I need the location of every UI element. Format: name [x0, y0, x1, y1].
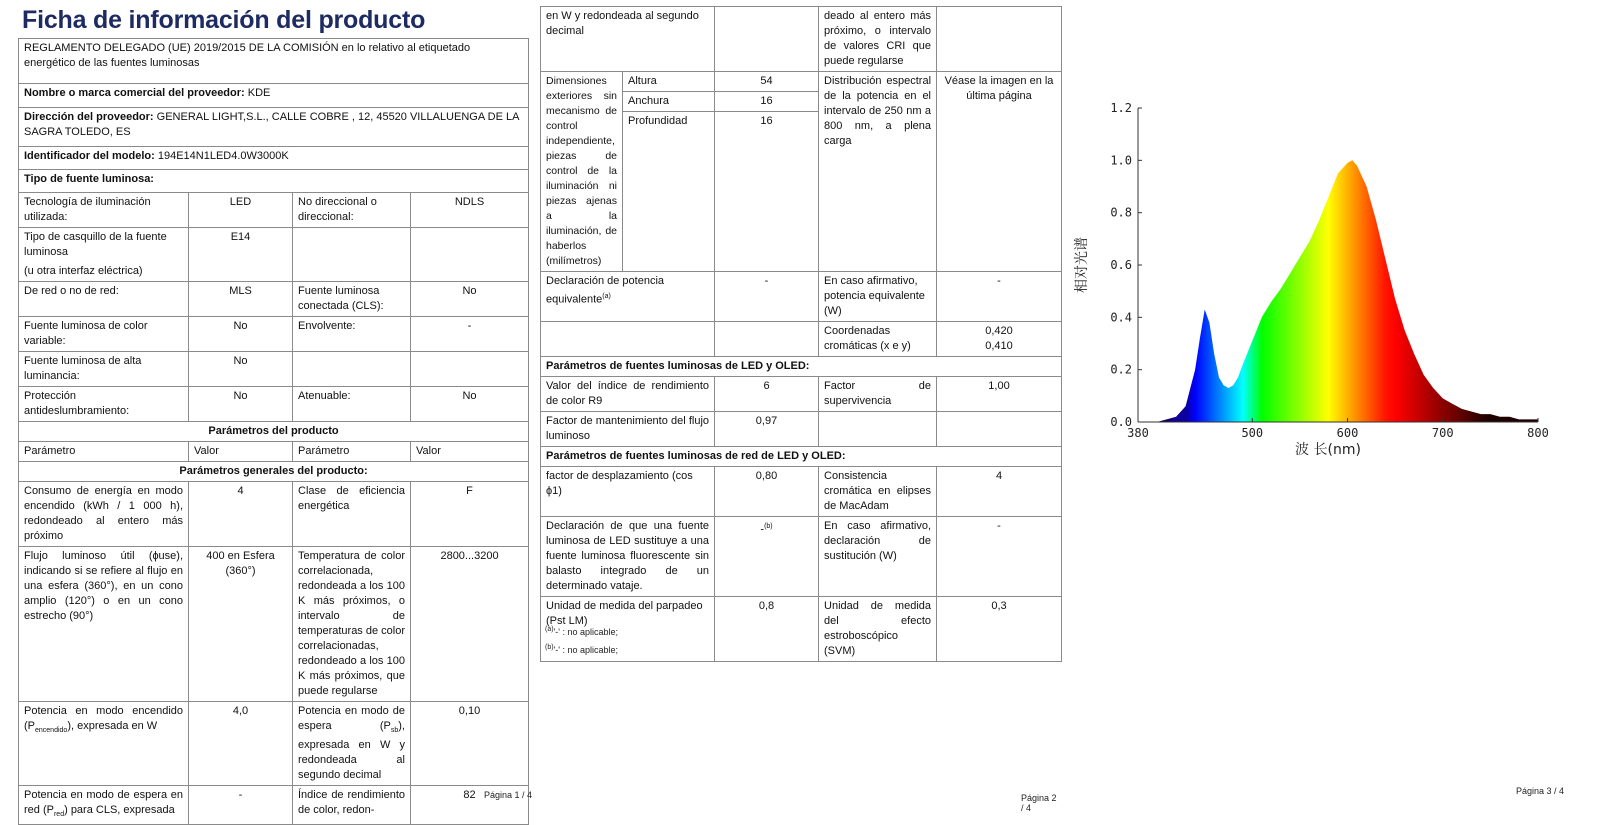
dimension-name: Anchura [623, 92, 714, 112]
y-tick-label: 0.8 [1110, 205, 1132, 220]
table-row [541, 597, 1062, 662]
supplier-name-label: Nombre o marca comercial del proveedor: [24, 87, 245, 99]
maint-label: Factor de mantenimiento del flujo luminoso [541, 412, 715, 447]
supplier-address-label: Dirección del proveedor: [24, 111, 154, 123]
equiv-value: - [715, 272, 819, 322]
dimension-name: Profundidad [628, 115, 688, 127]
product-info-table-cont [540, 6, 1062, 662]
table-row [19, 352, 529, 387]
y-tick-label: 1.0 [1110, 153, 1132, 168]
page-footer: Página 3 / 4 [1516, 786, 1565, 796]
y-tick-label: 0.4 [1110, 310, 1132, 325]
param-label: Índice de rendimiento de color, redon- [293, 786, 411, 825]
y-tick-label: 1.2 [1110, 101, 1132, 115]
table-row [19, 482, 529, 547]
macadam-label: Consistencia cromática en elipses de MacAdam [819, 467, 937, 517]
y-tick-label: 0.2 [1110, 362, 1132, 377]
equiv-label: Declaración de potencia equivalente$^{(a)}$ [541, 272, 715, 322]
fluor-value: -$^{(b)}$ [715, 517, 819, 597]
param-label: en W y redondeada al segundo decimal [541, 7, 715, 72]
param-value: No [411, 282, 529, 317]
fluor-yes-value: - [937, 517, 1062, 597]
led-heading: Parámetros de fuentes luminosas de LED y OLED: [541, 357, 1062, 377]
param-value: MLS [189, 282, 293, 317]
param-label: Atenuable: [293, 387, 411, 422]
product-info-table [18, 38, 529, 825]
table-row [19, 193, 529, 228]
param-value: E14 [189, 228, 293, 282]
dimensions-label: Dimensiones exteriores sin mecanismo de control independiente, piezas de control de la iluminación ni piezas ajenas a la iluminación, de haberlos (milímetros) [541, 72, 623, 272]
param-value: 2800...3200 [411, 547, 529, 702]
fluor-label: Declaración de que una fuente luminosa de LED sustituye a una fuente luminosa fluorescente sin balasto integrado de un determinado vataje. [541, 517, 715, 597]
table-row [19, 387, 529, 422]
param-value: No [189, 387, 293, 422]
survival-label: Factor de supervivencia [819, 377, 937, 412]
dimension-value: 16 [760, 115, 773, 127]
table-row [541, 322, 1062, 357]
fluor-yes-label: En caso afirmativo, declaración de sustitución (W) [819, 517, 937, 597]
general-params-heading: Parámetros generales del producto: [19, 462, 529, 482]
model-id: 194E14N1LED4.0W3000K [157, 150, 289, 162]
param-label [293, 352, 411, 387]
table-row [19, 702, 529, 786]
column-header-row [19, 442, 529, 462]
dimension-names [623, 72, 715, 272]
table-row [541, 517, 1062, 597]
macadam-value: 4 [937, 467, 1062, 517]
product-params-heading: Parámetros del producto [19, 422, 529, 442]
param-label: De red o no de red: [19, 282, 189, 317]
param-value: 400 en Esfera (360°) [189, 547, 293, 702]
page-footer: Página 1 / 4 [484, 790, 533, 800]
x-tick-label: 800 [1527, 426, 1549, 440]
param-value: - [411, 317, 529, 352]
x-tick-label: 500 [1241, 426, 1264, 440]
param-label: Fuente luminosa de alta luminancia: [19, 352, 189, 387]
supplier-address: GENERAL LIGHT,S.L., CALLE COBRE , 12, 45520 VILLALUENGA DE LA SAGRA TOLEDO, ES [24, 111, 519, 138]
param-value: 82 [411, 786, 529, 825]
param-label: Potencia en modo de espera en red $(P_{red})$ para CLS, expresada [19, 786, 189, 825]
y-tick-label: 0.0 [1110, 415, 1132, 429]
table-row [19, 317, 529, 352]
page-3 [1068, 0, 1600, 817]
r9-label: Valor del índice de rendimiento de color R9 [541, 377, 715, 412]
spectral-value: Véase la imagen en la última página [937, 72, 1062, 272]
param-label: Flujo luminoso útil (ɸuse), indicando si se refiere al flujo en una esfera (360°), en un cono amplio (120°) o en un cono estrecho (90°) [19, 547, 189, 702]
param-label: No direccional o direccional: [293, 193, 411, 228]
r9-value: 6 [715, 377, 819, 412]
param-value: LED [189, 193, 293, 228]
page-footer: Página 2 / 4 [1021, 793, 1057, 813]
page-title: Ficha de información del producto [22, 6, 426, 34]
disp-value: 0,80 [715, 467, 819, 517]
table-row [541, 7, 1062, 72]
param-label: Potencia en modo encendido $(P_{encendido})$, expresada en W [19, 702, 189, 786]
equiv-yes-label: En caso afirmativo, potencia equivalente (W) [819, 272, 937, 322]
spectrum-area [1138, 160, 1538, 422]
table-row [541, 272, 1062, 322]
footnote-a: $^{(a)}$'-' : no aplicable; [545, 626, 619, 637]
column-header: Valor [189, 442, 293, 462]
strobe-label: Unidad de medida del efecto estroboscópico (SVM) [819, 597, 937, 662]
y-axis-label: 相对光谱 [1074, 237, 1090, 293]
param-label: Temperatura de color correlacionada, redondeada a los 100 K más próximos, o intervalo de temperaturas de color correlacionadas, redondeado a los 100 K más próximos, que puede regularse [293, 547, 411, 702]
dimension-value: 16 [715, 92, 818, 112]
param-value [411, 352, 529, 387]
table-row [541, 72, 1062, 272]
param-label: Clase de eficiencia energética [293, 482, 411, 547]
model-label: Identificador del modelo: [24, 150, 155, 162]
param-label: deado al entero más próximo, o intervalo de valores CRI que puede regularse [819, 7, 937, 72]
param-label: Tecnología de iluminación utilizada: [19, 193, 189, 228]
mains-heading: Parámetros de fuentes luminosas de red de LED y OLED: [541, 447, 1062, 467]
param-value: - [189, 786, 293, 825]
flicker-label: Unidad de medida del parpadeo (Pst LM) [541, 597, 715, 662]
param-label: Envolvente: [293, 317, 411, 352]
param-label-note: (u otra interfaz eléctrica) [24, 265, 143, 277]
page-1 [18, 0, 538, 817]
regulation-text: REGLAMENTO DELEGADO (UE) 2019/2015 DE LA COMISIÓN en lo relativo al etiquetado energético de las fuentes luminosas [19, 39, 529, 84]
column-header: Parámetro [293, 442, 411, 462]
param-value: No [189, 317, 293, 352]
x-tick-label: 700 [1431, 426, 1454, 440]
spectral-label: Distribución espectral de la potencia en el intervalo de 250 nm a 800 nm, a plena carga [819, 72, 937, 272]
table-row [541, 412, 1062, 447]
maint-value: 0,97 [715, 412, 819, 447]
survival-value: 1,00 [937, 377, 1062, 412]
chroma-value: 0,420 0,410 [937, 322, 1062, 357]
column-header: Valor [411, 442, 529, 462]
param-value: NDLS [411, 193, 529, 228]
strobe-value: 0,3 [937, 597, 1062, 662]
dimension-values [715, 72, 819, 272]
param-value: 4 [189, 482, 293, 547]
page-2 [540, 0, 1061, 817]
param-value [411, 228, 529, 282]
x-tick-label: 600 [1336, 426, 1359, 440]
param-label: Protección antideslumbramiento: [19, 387, 189, 422]
dimension-value: 54 [715, 72, 818, 92]
column-header: Parámetro [19, 442, 189, 462]
x-axis-label: 波 长(nm) [1295, 442, 1361, 458]
table-row [19, 282, 529, 317]
y-tick-label: 0.6 [1110, 258, 1132, 272]
param-value: 0,10 [411, 702, 529, 786]
x-tick-label: 380 [1127, 426, 1149, 440]
chroma-label: Coordenadas cromáticas (x e y) [819, 322, 937, 357]
flicker-value: 0,8 [715, 597, 819, 662]
param-label: Consumo de energía en modo encendido (kWh / 1 000 h), redondeado al entero más próximo [19, 482, 189, 547]
table-row [541, 467, 1062, 517]
param-label [293, 228, 411, 282]
param-label: Fuente luminosa de color variable: [19, 317, 189, 352]
param-label: Potencia en modo de espera $(P_{sb})$, expresada en W y redondeada al segundo decimal [293, 702, 411, 786]
equiv-yes-value: - [937, 272, 1062, 322]
supplier-name: KDE [247, 87, 271, 99]
footnote-b: $^{(b)}$'-' : no aplicable; [545, 644, 619, 655]
param-value: 4,0 [189, 702, 293, 786]
disp-label: factor de desplazamiento (cos ϕ1) [541, 467, 715, 517]
table-row [19, 547, 529, 702]
table-row [541, 377, 1062, 412]
spectral-distribution-chart [1068, 0, 1600, 480]
param-label: Tipo de casquillo de la fuente luminosa [24, 231, 167, 258]
param-value: No [189, 352, 293, 387]
dimension-name: Altura [623, 72, 714, 92]
table-row [19, 786, 529, 825]
param-value: No [411, 387, 529, 422]
source-type-label: Tipo de fuente luminosa: [19, 170, 529, 193]
param-label: Fuente luminosa conectada (CLS): [293, 282, 411, 317]
param-value: F [411, 482, 529, 547]
table-row [19, 228, 529, 282]
